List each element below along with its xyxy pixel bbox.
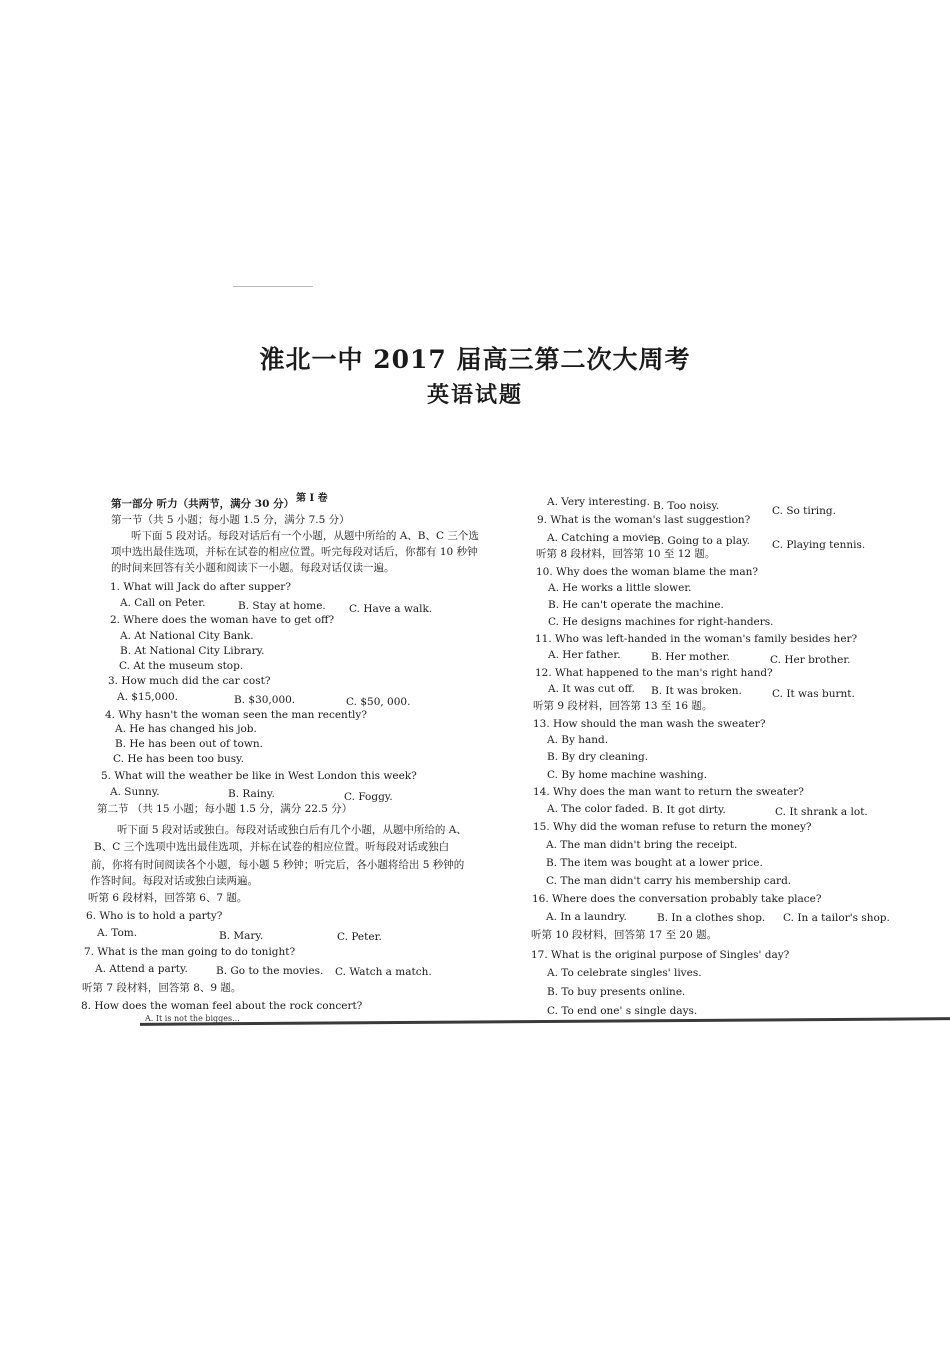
section-heading: 第一节（共 5 小题；每小题 1.5 分，满分 7.5 分） bbox=[111, 514, 350, 526]
question: 13. How should the man wash the sweater? bbox=[533, 718, 766, 730]
section-heading: 第二节 （共 15 小题；每小题 1.5 分，满分 22.5 分） bbox=[97, 803, 353, 815]
option: B. It got dirty. bbox=[652, 804, 726, 816]
option: B. Going to a play. bbox=[653, 535, 750, 547]
option: A. In a laundry. bbox=[546, 911, 627, 923]
question: 7. What is the man going to do tonight? bbox=[84, 946, 296, 958]
option: B. Too noisy. bbox=[653, 500, 720, 512]
option: C. $50, 000. bbox=[346, 696, 411, 708]
option: A. Tom. bbox=[97, 927, 138, 939]
option: A. Sunny. bbox=[110, 786, 160, 798]
question: 12. What happened to the man's right hand? bbox=[535, 667, 773, 679]
question: 4. Why hasn't the woman seen the man recently? bbox=[105, 709, 367, 721]
option: B. Stay at home. bbox=[238, 600, 326, 612]
option: C. It was burnt. bbox=[772, 688, 855, 700]
option: A. $15,000. bbox=[117, 691, 179, 703]
option: A. He has changed his job. bbox=[115, 723, 257, 735]
option: A. Very interesting. bbox=[547, 496, 650, 508]
instructions: 前，你将有时间阅读各个小题，每小题 5 秒钟；听完后，各小题将给出 5 秒钟的 bbox=[91, 859, 465, 871]
option: B. The item was bought at a lower price. bbox=[546, 857, 763, 869]
question: 17. What is the original purpose of Singles' day? bbox=[531, 949, 790, 961]
question: 11. Who was left-handed in the woman's family besides her? bbox=[535, 633, 858, 645]
question: 15. Why did the woman refuse to return the money? bbox=[533, 821, 812, 833]
instructions: 听下面 5 段对话或独白。每段对话或独白后有几个小题，从题中所给的 A、 bbox=[117, 824, 467, 836]
option: C. Foggy. bbox=[344, 791, 393, 803]
material-heading: 听第 8 段材料，回答第 10 至 12 题。 bbox=[536, 548, 716, 560]
option: B. Rainy. bbox=[228, 788, 275, 800]
option: B. He has been out of town. bbox=[115, 738, 263, 750]
option: B. Mary. bbox=[219, 930, 264, 942]
question: 1. What will Jack do after supper? bbox=[110, 581, 291, 593]
option: B. Go to the movies. bbox=[216, 965, 324, 977]
material-heading: 听第 6 段材料，回答第 6、7 题。 bbox=[88, 892, 248, 904]
question: 3. How much did the car cost? bbox=[108, 675, 271, 687]
instructions: 项中选出最佳选项，并标在试卷的相应位置。听完每段对话后，你都有 10 秒钟 bbox=[111, 546, 478, 558]
option: A. Attend a party. bbox=[95, 963, 188, 975]
option: A. At National City Bank. bbox=[120, 630, 254, 642]
material-heading: 听第 7 段材料，回答第 8、9 题。 bbox=[82, 982, 242, 994]
option: A. Catching a movie. bbox=[547, 532, 658, 544]
option: A. To celebrate singles' lives. bbox=[547, 967, 702, 979]
option: C. The man didn't carry his membership card. bbox=[546, 875, 792, 887]
instructions: 作答时间。每段对话或独白读两遍。 bbox=[90, 875, 258, 887]
question: 6. Who is to hold a party? bbox=[86, 910, 223, 922]
option: C. He has been too busy. bbox=[113, 753, 244, 765]
question: 8. How does the woman feel about the rock concert? bbox=[81, 1000, 363, 1012]
option: B. In a clothes shop. bbox=[657, 912, 766, 924]
scan-mark bbox=[233, 286, 313, 287]
cutoff-text: A. It is not the bigges... bbox=[145, 1014, 240, 1023]
option: C. Peter. bbox=[337, 931, 382, 943]
question: 14. Why does the man want to return the sweater? bbox=[533, 786, 804, 798]
question: 5. What will the weather be like in West London this week? bbox=[101, 770, 417, 782]
option: A. The man didn't bring the receipt. bbox=[546, 839, 738, 851]
question: 9. What is the woman's last suggestion? bbox=[537, 514, 751, 526]
page-title: 淮北一中 2017 届高三第二次大周考 bbox=[259, 345, 691, 374]
option: C. Her brother. bbox=[770, 654, 851, 666]
option: B. At National City Library. bbox=[120, 645, 265, 657]
part-heading: 第一部分 听力（共两节，满分 30 分） bbox=[111, 498, 295, 510]
option: B. It was broken. bbox=[651, 685, 742, 697]
option: B. Her mother. bbox=[651, 651, 730, 663]
option: A. It was cut off. bbox=[548, 683, 635, 695]
instructions: B、C 三个选项中选出最佳选项，并标在试卷的相应位置。听每段对话或独白 bbox=[94, 841, 450, 853]
page-subtitle: 英语试题 bbox=[426, 382, 523, 408]
volume-label: 第 I 卷 bbox=[296, 493, 328, 504]
option: A. The color faded. bbox=[547, 803, 648, 815]
option: C. Have a walk. bbox=[349, 603, 433, 615]
option: B. $30,000. bbox=[234, 694, 296, 706]
material-heading: 听第 9 段材料，回答第 13 至 16 题。 bbox=[533, 700, 713, 712]
option: C. In a tailor's shop. bbox=[783, 912, 890, 924]
option: B. By dry cleaning. bbox=[547, 751, 649, 763]
question: 10. Why does the woman blame the man? bbox=[536, 566, 758, 578]
option: C. So tiring. bbox=[772, 505, 836, 517]
option: B. To buy presents online. bbox=[547, 986, 686, 998]
option: C. Watch a match. bbox=[335, 966, 432, 978]
instructions: 听下面 5 段对话。每段对话后有一个小题，从题中所给的 A、B、C 三个选 bbox=[131, 530, 479, 542]
option: C. At the museum stop. bbox=[119, 660, 244, 672]
option: C. By home machine washing. bbox=[547, 769, 708, 781]
question: 16. Where does the conversation probably take place? bbox=[532, 893, 822, 905]
page-bottom-edge bbox=[140, 1017, 950, 1026]
option: A. He works a little slower. bbox=[548, 582, 692, 594]
instructions: 的时间来回答有关小题和阅读下一小题。每段对话仅读一遍。 bbox=[111, 562, 395, 574]
option: A. By hand. bbox=[547, 734, 609, 746]
option: A. Her father. bbox=[548, 649, 621, 661]
question: 2. Where does the woman have to get off? bbox=[110, 614, 335, 626]
material-heading: 听第 10 段材料，回答第 17 至 20 题。 bbox=[531, 929, 718, 941]
option: C. It shrank a lot. bbox=[775, 806, 868, 818]
option: C. Playing tennis. bbox=[772, 539, 866, 551]
option: C. To end one' s single days. bbox=[547, 1005, 698, 1017]
option: C. He designs machines for right-handers. bbox=[548, 616, 774, 628]
option: A. Call on Peter. bbox=[120, 597, 206, 609]
option: B. He can't operate the machine. bbox=[548, 599, 724, 611]
